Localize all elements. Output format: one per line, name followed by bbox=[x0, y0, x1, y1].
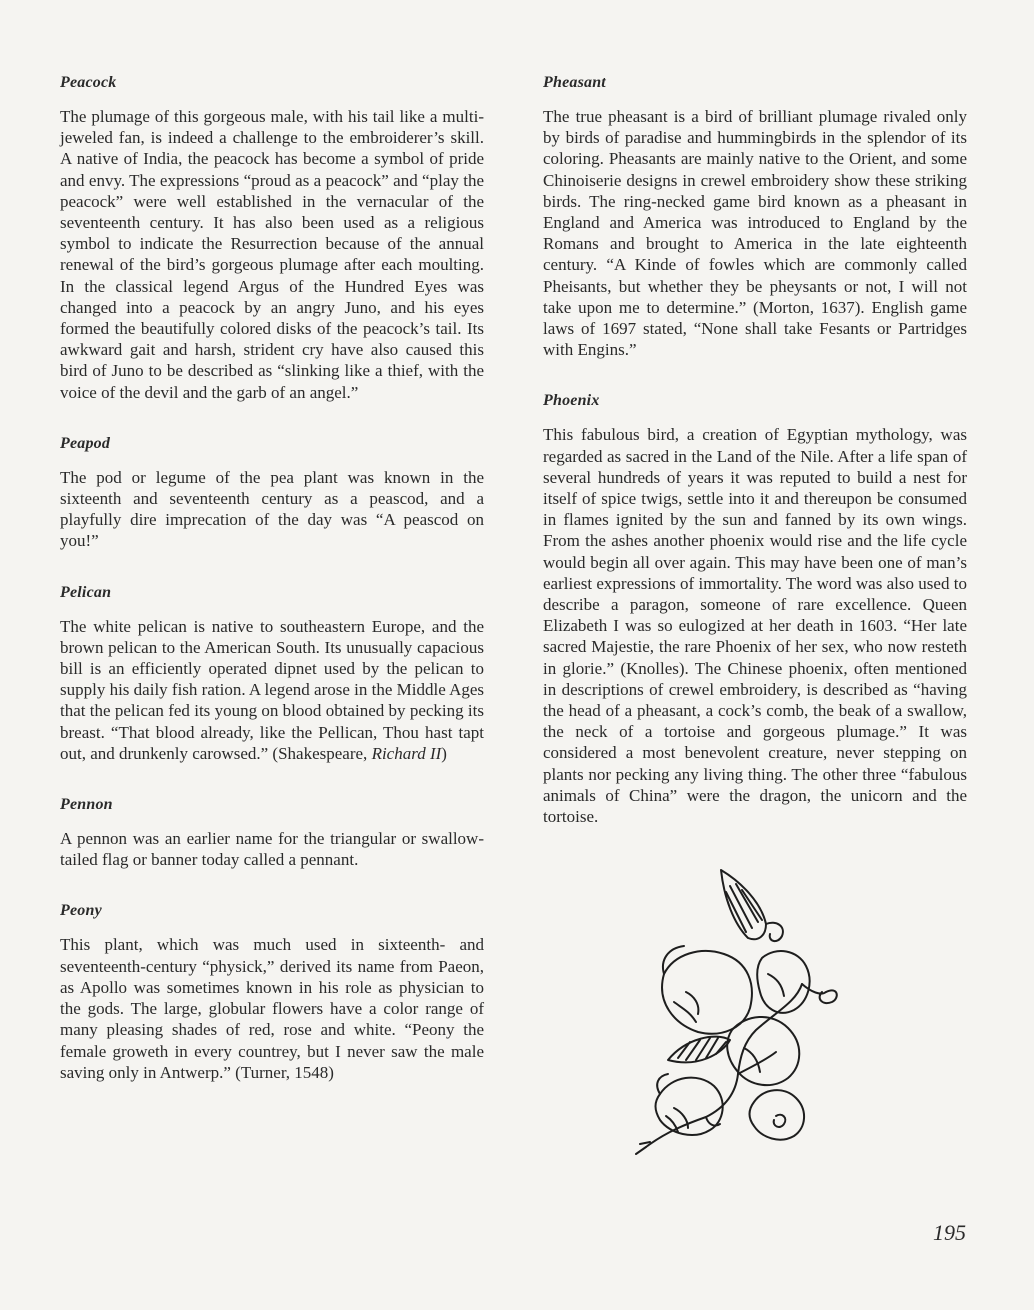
peapod-vine-illustration bbox=[626, 862, 856, 1162]
text-pennon: A pennon was an earlier name for the triangular or swallow-tailed flag or banner today called a pennant. bbox=[60, 829, 484, 870]
entry-pennon bbox=[60, 794, 484, 870]
text-pelican-main: The white pelican is native to southeastern Europe, and the brown pelican to the American South. Its unusually capacious bill is an efficiently operated dipnet used by the pelican to supply his daily fish ration. A legend arose in the Middle Ages that the pelican fed its young on blood obtained by pecking its breast. “That blood already, like the Pellican, Thou hast tapt out, and drunkenly carowsed.” (Shakespeare, bbox=[60, 616, 485, 763]
heading-pheasant: Pheasant bbox=[543, 74, 606, 91]
text-peony: This plant, which was much used in sixteenth- and seventeenth-century “physick,” derived its name from Paeon, as Apollo was sometimes known in his role as physician to the gods. The large, globular flowers have a color range of many pleasing shades of red, rose and white. “Peony the female groweth in every countrey, but I never saw the male saving only in Antwerp.” (Turner, 1548) bbox=[60, 935, 484, 1082]
text-phoenix: This fabulous bird, a creation of Egyptian mythology, was regarded as sacred in the Land of the Nile. After a life span of several hundreds of years it was reputed to build a nest for itself of spice twigs, settle into it and thereupon be consumed in flames ignited by the sun and fanned by its own wings. From the ashes another phoenix would rise and the life cycle would begin all over again. This may have been one of man’s earliest expressions of immortality. The word was also used to describe a paragon, someone of rare excellence. Queen Elizabeth I was so eulogized at her death in 1603. “Her late sacred Majestie, the rare Phoenix of her sex, who now resteth in glorie.” (Knolles). The Chinese phoenix, often mentioned in descriptions of crewel embroidery, is described as “having the head of a pheasant, a cock’s comb, the beak of a swallow, the neck of a tortoise and gorgeous plumage.” It was considered a most benevolent creature, never stepping on plants nor pecking any living thing. The other three “fabulous animals of China” were the dragon, the unicorn and the tortoise. bbox=[543, 425, 967, 827]
entry-peony bbox=[60, 900, 484, 1082]
entry-peapod bbox=[60, 433, 484, 552]
text-peacock: The plumage of this gorgeous male, with his tail like a multi-jeweled fan, is indeed a challenge to the embroiderer’s skill. A native of India, the peacock has become a symbol of pride and envy. The expressions “proud as a peacock” and “play the peacock” were well established in the vernacular of the seventeenth century. It has also been used as a religious symbol to indicate the Resurrection because of the annual renewal of the bird’s gorgeous plumage after each moulting. In the classical legend Argus of the Hundred Eyes was changed into a peacock by an angry Juno, and his eyes formed the beautifully colored disks of the peacock’s tail. Its awkward gait and harsh, strident cry have also caused this bird of Juno to be described as “slinking like a thief, with the voice of the devil and the garb of an angel.” bbox=[60, 107, 484, 402]
right-column bbox=[543, 72, 967, 827]
text-pheasant: The true pheasant is a bird of brilliant plumage rivaled only by birds of paradise and hummingbirds in the splendor of its coloring. Pheasants are mainly native to the Orient, and some Chinoiserie designs in crewel embroidery show these striking birds. The ring-necked game bird known as a pheasant in England and America was introduced to England by the Romans and brought to America in the late eighteenth century. “A Kinde of fowles which are commonly called Pheisants, but whether they be pheysants or not, I will not take upon me to determine.” (Morton, 1637). English game laws of 1697 stated, “None shall take Fesants or Partridges with Engins.” bbox=[543, 107, 967, 360]
heading-peony: Peony bbox=[60, 902, 102, 920]
heading-pelican: Pelican bbox=[60, 583, 112, 601]
page-number: 195 bbox=[933, 1220, 966, 1245]
heading-peacock: Peacock bbox=[60, 74, 117, 91]
entry-peacock bbox=[60, 72, 484, 403]
heading-pennon: Pennon bbox=[60, 796, 113, 814]
left-column bbox=[60, 72, 484, 1083]
heading-peapod: Peapod bbox=[60, 434, 111, 452]
citation-close: ) bbox=[441, 743, 447, 763]
entry-pelican bbox=[60, 582, 484, 764]
entry-phoenix bbox=[543, 390, 967, 827]
text-pelican bbox=[60, 616, 484, 764]
text-peapod: The pod or legume of the pea plant was known in the sixteenth and seventeenth century as a peascod, and a playfully dire imprecation of the day was “A peascod on you!” bbox=[60, 467, 484, 551]
heading-phoenix: Phoenix bbox=[543, 392, 600, 410]
citation-richard-ii: Richard II bbox=[371, 743, 442, 763]
entry-pheasant bbox=[543, 72, 967, 360]
